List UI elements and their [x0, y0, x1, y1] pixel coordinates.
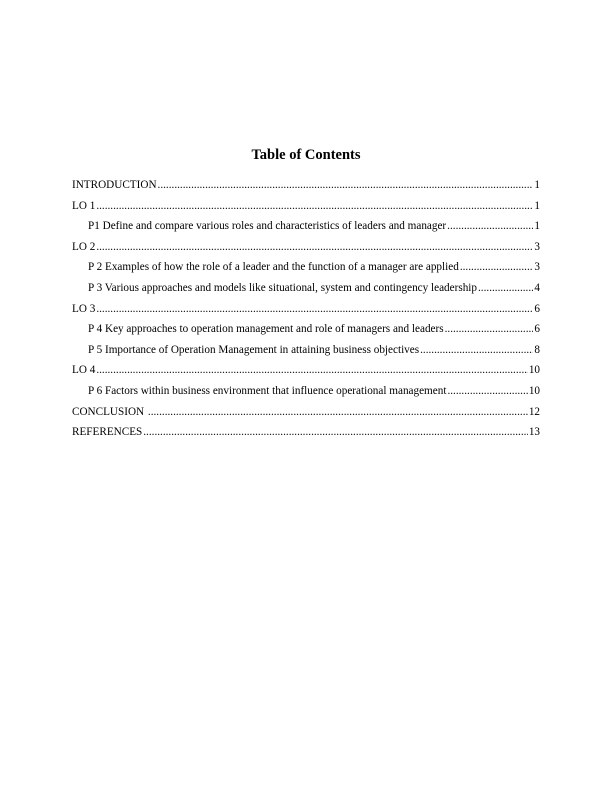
toc-entry-text: P 3 Various approaches and models like situational, system and contingency leadership — [88, 281, 477, 294]
toc-page-number: 3 — [534, 240, 540, 253]
toc-dot-leader — [158, 175, 534, 196]
toc-page-number: 12 — [528, 405, 540, 418]
toc-entry-text: LO 2 — [72, 240, 96, 253]
toc-entry-text: P 2 Examples of how the role of a leader and the function of a manager are applied — [88, 261, 459, 274]
toc-dot-leader — [96, 237, 533, 258]
toc-entry-text: P 4 Key approaches to operation management and role of managers and leaders — [88, 323, 444, 336]
toc-entry-lo1[interactable] — [72, 196, 540, 217]
toc-dot-leader — [96, 196, 533, 217]
toc-page-number: 13 — [528, 426, 540, 439]
toc-page-number: 8 — [534, 343, 540, 356]
toc-entry-text: P 6 Factors within business environment that influence operational management — [88, 384, 447, 397]
toc-page-number: 1 — [534, 199, 540, 212]
toc-entry-lo3[interactable] — [72, 299, 540, 320]
toc-dot-leader — [420, 340, 533, 361]
toc-entry-p3[interactable] — [72, 278, 540, 299]
toc-entry-text: P1 Define and compare various roles and characteristics of leaders and manager — [88, 220, 447, 233]
toc-page-number: 1 — [534, 220, 540, 233]
toc-dot-leader — [96, 299, 533, 320]
toc-entry-p2[interactable] — [72, 257, 540, 278]
toc-dot-leader — [445, 319, 534, 340]
toc-entry-text: LO 4 — [72, 364, 96, 377]
toc-page-number: 10 — [528, 384, 540, 397]
toc-entry-text: LO 1 — [72, 199, 96, 212]
toc-page-number: 6 — [534, 302, 540, 315]
toc-entry-introduction[interactable] — [72, 175, 540, 196]
toc-entry-lo4[interactable] — [72, 360, 540, 381]
toc-entry-text: CONCLUSION — [72, 405, 147, 418]
toc-dot-leader — [460, 257, 534, 278]
toc-title: Table of Contents — [251, 147, 361, 163]
toc-dot-leader — [143, 422, 528, 443]
toc-page-number: 6 — [534, 323, 540, 336]
toc-dot-leader — [148, 402, 528, 423]
toc-dot-leader — [478, 278, 533, 299]
toc-dot-leader — [447, 381, 527, 402]
toc-entry-lo2[interactable] — [72, 237, 540, 258]
toc-entry-p6[interactable] — [72, 381, 540, 402]
toc-entry-text: REFERENCES — [72, 426, 143, 439]
toc-page-number: 1 — [534, 179, 540, 191]
toc-page-number: 4 — [534, 281, 540, 294]
toc-entry-p5[interactable] — [72, 340, 540, 361]
toc-page-number: 3 — [534, 261, 540, 274]
toc-dot-leader — [447, 216, 533, 237]
toc-dot-leader — [96, 360, 528, 381]
toc-entry-conclusion[interactable] — [72, 402, 540, 423]
toc-list — [72, 175, 540, 443]
toc-entry-references[interactable] — [72, 422, 540, 443]
toc-page-number: 10 — [528, 364, 540, 377]
toc-entry-text: P 5 Importance of Operation Management in attaining business objectives — [88, 343, 420, 356]
toc-entry-p1[interactable] — [72, 216, 540, 237]
toc-entry-p4[interactable] — [72, 319, 540, 340]
toc-entry-text: INTRODUCTION — [72, 179, 157, 191]
toc-entry-text: LO 3 — [72, 302, 96, 315]
